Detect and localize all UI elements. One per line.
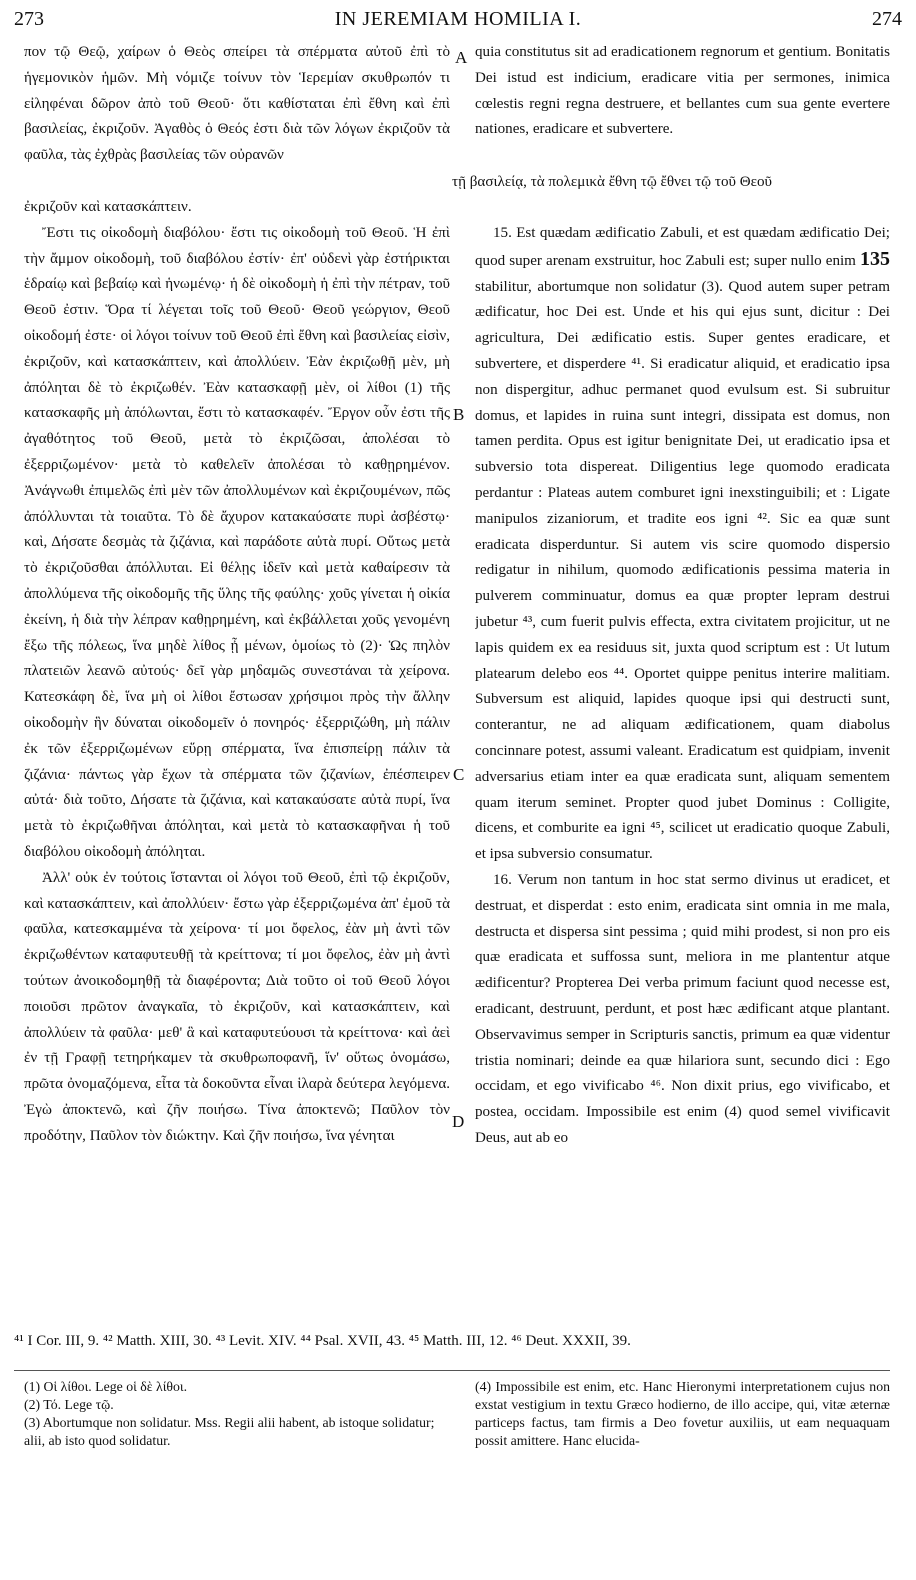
latin-column bbox=[475, 40, 890, 1152]
footnotes-left bbox=[24, 1378, 454, 1450]
footnotes-right bbox=[475, 1378, 890, 1450]
footnote-1: (1) Οἱ λίθοι. Lege οἱ δὲ λίθοι. bbox=[24, 1379, 188, 1394]
latin-paragraph-3: 16. Verum non tantum in hoc stat sermo divinus ut eradicet, et destruat, et disperdat : esto enim, eradicata sint omnia in me mala, destructa et dispersa sint pessima ; quid mihi prodest, si non pro eis quæ eradicata et suffossa sunt, meliora in me plantentur atque ædificentur? Propterea Dei verba primum faciunt quod necesse est, eradicant, destruunt, perdunt, et post hæc ædificant atque plantant. Observavimus semper in Scripturis sanctis, primum ea quæ videntur tristia nominari; deinde ea quæ hilariora sunt, secundo dici : Ego occidam, et ego vivificabo ⁴⁶. Non dixit prius, ego vivificabo, et postea, occidam. Impossibile est enim (4) quod semel vivificavit Deus, aut ab eo bbox=[475, 871, 890, 1146]
footnote-4: (4) Impossibile est enim, etc. Hanc Hieronymi interpretationem cujus non exstat vestigium in textu Græco hodierno, de illo accipe, qui, vitæ æternæ particeps factus, tam firmis a Deo fovetur auxiliis, ut eam nequaquam possit amittere. Hanc elucida- bbox=[475, 1379, 890, 1448]
latin-paragraph-2-b: stabilitur, abortumque non solidatur (3). Quod autem super petram ædificatur, hoc Dei est. Unde et his qui ejus sunt, dicitur : Dei agricultura, Dei ædificatio estis. Super gentes eradicare, et subvertere, et disperdere ⁴¹. Si eradicatur aliquid, et eradicatio ipsa non dispergitur, adhuc permanet quod evulsum est. Si subruitur domus, et lapides in ruina sunt integri, dissipata est domus, non tamen perdita. Opus est igitur benignitate Dei, ut eradicatio ipsa et subversio tota dispereat. Diligentius lege quomodo eradicata perdantur : Plateas autem comburet igni inexstinguibili; et : Ligate manipulos zizaniorum, et tradite eos igni ⁴². Sic ea quæ sunt eradicata disperduntur. Si autem vis scire quomodo dispersio redigatur in nihilum, quomodo ædificationis pessima materia in pulverem comminuatur, domus ea quæ propter lepram destrui jubetur ⁴³, cum fuerit pulvis effecta, extra civitatem projicitur, ut ne lapis quidem ex ea residuus sit, juxta quod scriptum est : Ut lutum platearum delebo eos ⁴⁴. Oportet quippe penitus interire malitiam. Subversum est aliquid, lapides quoque ipsi qui destructi sunt, conterantur, ne ad aliquam ædificationem, quam diabolus concinnare potest, assumi valeant. Eradicatum est quidpiam, invenit adversarius etiam inter ea quæ eradicata sunt, aliquam sementem quam iterum seminet. Propter quod jubet Dominus : Colligite, dicens, et comburite ea igni ⁴⁵, scilicet ut eradicatio quoque Zabuli, et ipsa subversio consumatur. bbox=[475, 278, 890, 863]
greek-column bbox=[24, 40, 450, 1149]
footnote-2: (2) Τό. Lege τῷ. bbox=[24, 1397, 114, 1412]
running-header bbox=[14, 8, 902, 34]
greek-paragraph-1-end: ἐκριζοῦν καὶ κατασκάπτειν. bbox=[24, 199, 192, 215]
margin-letter-a: A bbox=[455, 48, 468, 67]
running-title: IN JEREMIAM HOMILIA I. bbox=[334, 8, 582, 30]
greek-paragraph-2: Ἔστι τις οἰκοδομὴ διαβόλου· ἔστι τις οἰκοδομὴ τοῦ Θεοῦ. Ἡ ἐπὶ τὴν ἄμμον οἰκοδομὴ, τοῦ διαβόλου ἐστίν· ἐπ' οὐδενὶ γὰρ ἐστήρικται ἑδραίῳ καὶ βεβαίῳ καὶ ἡνωμένῳ· ἡ δὲ οἰκοδομὴ ἡ ἐπὶ τὴν πέτραν, τοῦ Θεοῦ ἐστιν. Ὅρα τί λέγεται τοῖς τοῦ Θεοῦ· Θεοῦ γεώργιον, Θεοῦ οἰκοδομή ἐστε· οἱ λόγοι τοίνυν τοῦ Θεοῦ ἐπὶ ἔθνη καὶ βασιλείας εἰσὶν, ἐκριζοῦν, καὶ κατασκάπτειν, καὶ ἀπολλύειν. Ἐὰν ἐκριζωθῇ μὲν, μὴ ἀπόληται δὲ τὸ ἐκριζωθέν. Ἐὰν κατασκαφῇ μὲν, οἱ λίθοι (1) τῆς κατασκαφῆς μὴ ἀπόλωνται, ἔστι τὸ κατασκαφέν. Ἔργον οὖν ἐστι τῆς ἀγαθότητος τοῦ Θεοῦ, μετὰ τὸ ἐκριζῶσαι, ἀπολέσαι τὸ ἐξερριζωμένον· μετὰ τὸ καθελεῖν ἀπολέσαι τὸ καθῃρημένον. Ἀνάγνωθι ἐπιμελῶς ἐπὶ μὲν τῶν ἀπολλυμένων καὶ ἐκριζουμένων, πῶς ἀπόλλυνται τὰ τοιαῦτα. Τὸ δὲ ἄχυρον κατακαύσατε πυρὶ ἀσβέστῳ· καὶ, Δήσατε δεσμὰς τὰ ζιζάνια, καὶ παράδοτε αὐτὰ πυρί. Οὕτως μετὰ τὸ ἐκριζοῦσθαι ἀπόλλυται. Εἰ θέλῃς ἰδεῖν καὶ μετὰ καθαίρεσιν τὰ ἀπολλύμενα τῆς οἰκοδομῆς τῆς ὕλης τῆς φαύλης· χοῦς γίνεται ἡ οἰκία ἐκείνη, ἡ διὰ τὴν λέπραν καθῃρημένη, καὶ ἐκβάλλεται χοῦς γενομένη ἔξω τῆς πόλεως, ἵνα μηδὲ λίθος ᾖ μένων, ὁμοίως τὸ (2)· Ὡς πηλὸν πλατειῶν λεανῶ αὐτούς· δεῖ γὰρ μηδαμῶς συνεστάναι τὰ χείρονα. Κατεσκάφη δὲ, ἵνα μὴ οἱ λίθοι ἔστωσαν χρήσιμοι πρὸς τὴν ἄλλην οἰκοδομὴν ἣν δύναται οἰκοδομεῖν ὁ πονηρός· ἐξερριζώθη, μὴ πάλιν ἐκ τῶν ἐξερριζωμένων εὕρῃ σπέρματα, ἵνα ἐπισπείρῃ πάλιν τὰ ζιζάνια· πάντως γὰρ ἔχων τὰ σπέρματα τῶν ζιζανίων, ἐπέσπειρεν αὐτά· διὰ τοῦτο, Δήσατε τὰ ζιζάνια, καὶ κατακαύσατε αὐτὰ πυρί, ἵνα μετὰ τὸ ἐκριζωθῆναι ἀπόληται, καὶ μετὰ τὸ κατασκαφῆναι ἡ τοῦ διαβόλου οἰκοδομὴ ἀπόληται. bbox=[24, 224, 450, 860]
greek-bridge-line: τῇ βασιλείᾳ, τὰ πολεμικὰ ἔθνη τῷ ἔθνει τῷ τοῦ Θεοῦ bbox=[452, 174, 772, 190]
footnote-divider bbox=[14, 1370, 890, 1371]
latin-paragraph-2-a: 15. Est quædam ædificatio Zabuli, et est quædam ædificatio Dei; quod super arenam exstruitur, hoc Zabuli est; super nullo enim bbox=[475, 225, 890, 269]
latin-paragraph-2 bbox=[475, 221, 890, 868]
greek-paragraph-3: Ἀλλ' οὐκ ἐν τούτοις ἵστανται οἱ λόγοι τοῦ Θεοῦ, ἐπὶ τῷ ἐκριζοῦν, καὶ κατασκάπτειν, καὶ ἀπολλύειν· ἔστω γὰρ ἐξερριζωμένα ἀπ' ἐμοῦ τὰ φαῦλα, κατεσκαμμένα τὰ χείρονα· τί μοι ὄφελος, ἐὰν μὴ ἀντὶ τῶν ἐκριζωθέντων καταφυτευθῇ τὰ κρείττονα; τί μοι ὄφελος, ἐὰν μὴ ἀντὶ τούτων ἀνοικοδομηθῇ τὰ διαφέροντα; Διὰ τοῦτο οἱ τοῦ Θεοῦ λόγοι ποιοῦσι πρῶτον ἀναγκαῖα, τὸ ἐκριζοῦν, καὶ κατασκάπτειν, καὶ ἀπολλύειν τὰ φαῦλα· μεθ' ἃ καὶ καταφυτεύουσι τὰ κρείττονα· καὶ ἀεὶ ἐν τῇ Γραφῇ τετηρήκαμεν τὰ σκυθρωποφανῆ, ἵν' οὕτως ὀνομάσω, πρῶτα ὀνομαζόμενα, εἶτα τὰ δοκοῦντα εἶναι ἱλαρὰ δεύτερα λεγόμενα. Ἐγὼ ἀποκτενῶ, καὶ ζῆν ποιήσω. Τίνα ἀποκτενῶ; Παῦλον τὸν προδότην, Παῦλον τὸν διώκτην. Καὶ ζῆν ποιήσω, ἵνα γένηται bbox=[24, 869, 450, 1144]
left-page-number: 273 bbox=[14, 8, 44, 30]
margin-letter-b: B bbox=[453, 405, 465, 424]
scripture-references: ⁴¹ I Cor. III, 9. ⁴² Matth. XIII, 30. ⁴³ Levit. XIV. ⁴⁴ Psal. XVII, 43. ⁴⁵ Matth. III, 12. ⁴⁶ Deut. XXXII, 39. bbox=[14, 1333, 631, 1349]
column-number: 135 bbox=[860, 247, 890, 270]
latin-paragraph-1: quia constitutus sit ad eradicationem regnorum et gentium. Bonitatis Dei istud est indicium, eradicare vitia per sermones, inimica cœlestis regni regna destruere, et bellantes cum sua gente evertere nationes, eradicare et subvertere. bbox=[475, 44, 890, 138]
greek-paragraph-1: πον τῷ Θεῷ, χαίρων ὁ Θεὸς σπείρει τὰ σπέρματα αὐτοῦ ἐπὶ τὸ ἡγεμονικὸν ἡμῶν. Μὴ νόμιζε τοίνυν τὸν Ἱερεμίαν σκυθρωπόν τι εἰληφέναι δῶρον ἀπὸ τοῦ Θεοῦ· ὅτι καθίσταται ἐπὶ ἔθνη καὶ ἐπὶ βασιλείας, ἐκριζοῦν. Ἀγαθὸς ὁ Θεός ἐστι διὰ τῶν λόγων ἐκριζοῦν τὰ φαῦλα, τὰς ἐχθρὰς βασιλείας τῶν οὐρανῶν bbox=[24, 44, 450, 164]
margin-letter-d: D bbox=[452, 1112, 465, 1131]
margin-letter-c: C bbox=[453, 765, 465, 784]
footnote-3: (3) Abortumque non solidatur. Mss. Regii alii habent, ab istoque solidatur; alii, ab isto quod solidatur. bbox=[24, 1415, 435, 1448]
right-page-number: 274 bbox=[872, 8, 902, 30]
